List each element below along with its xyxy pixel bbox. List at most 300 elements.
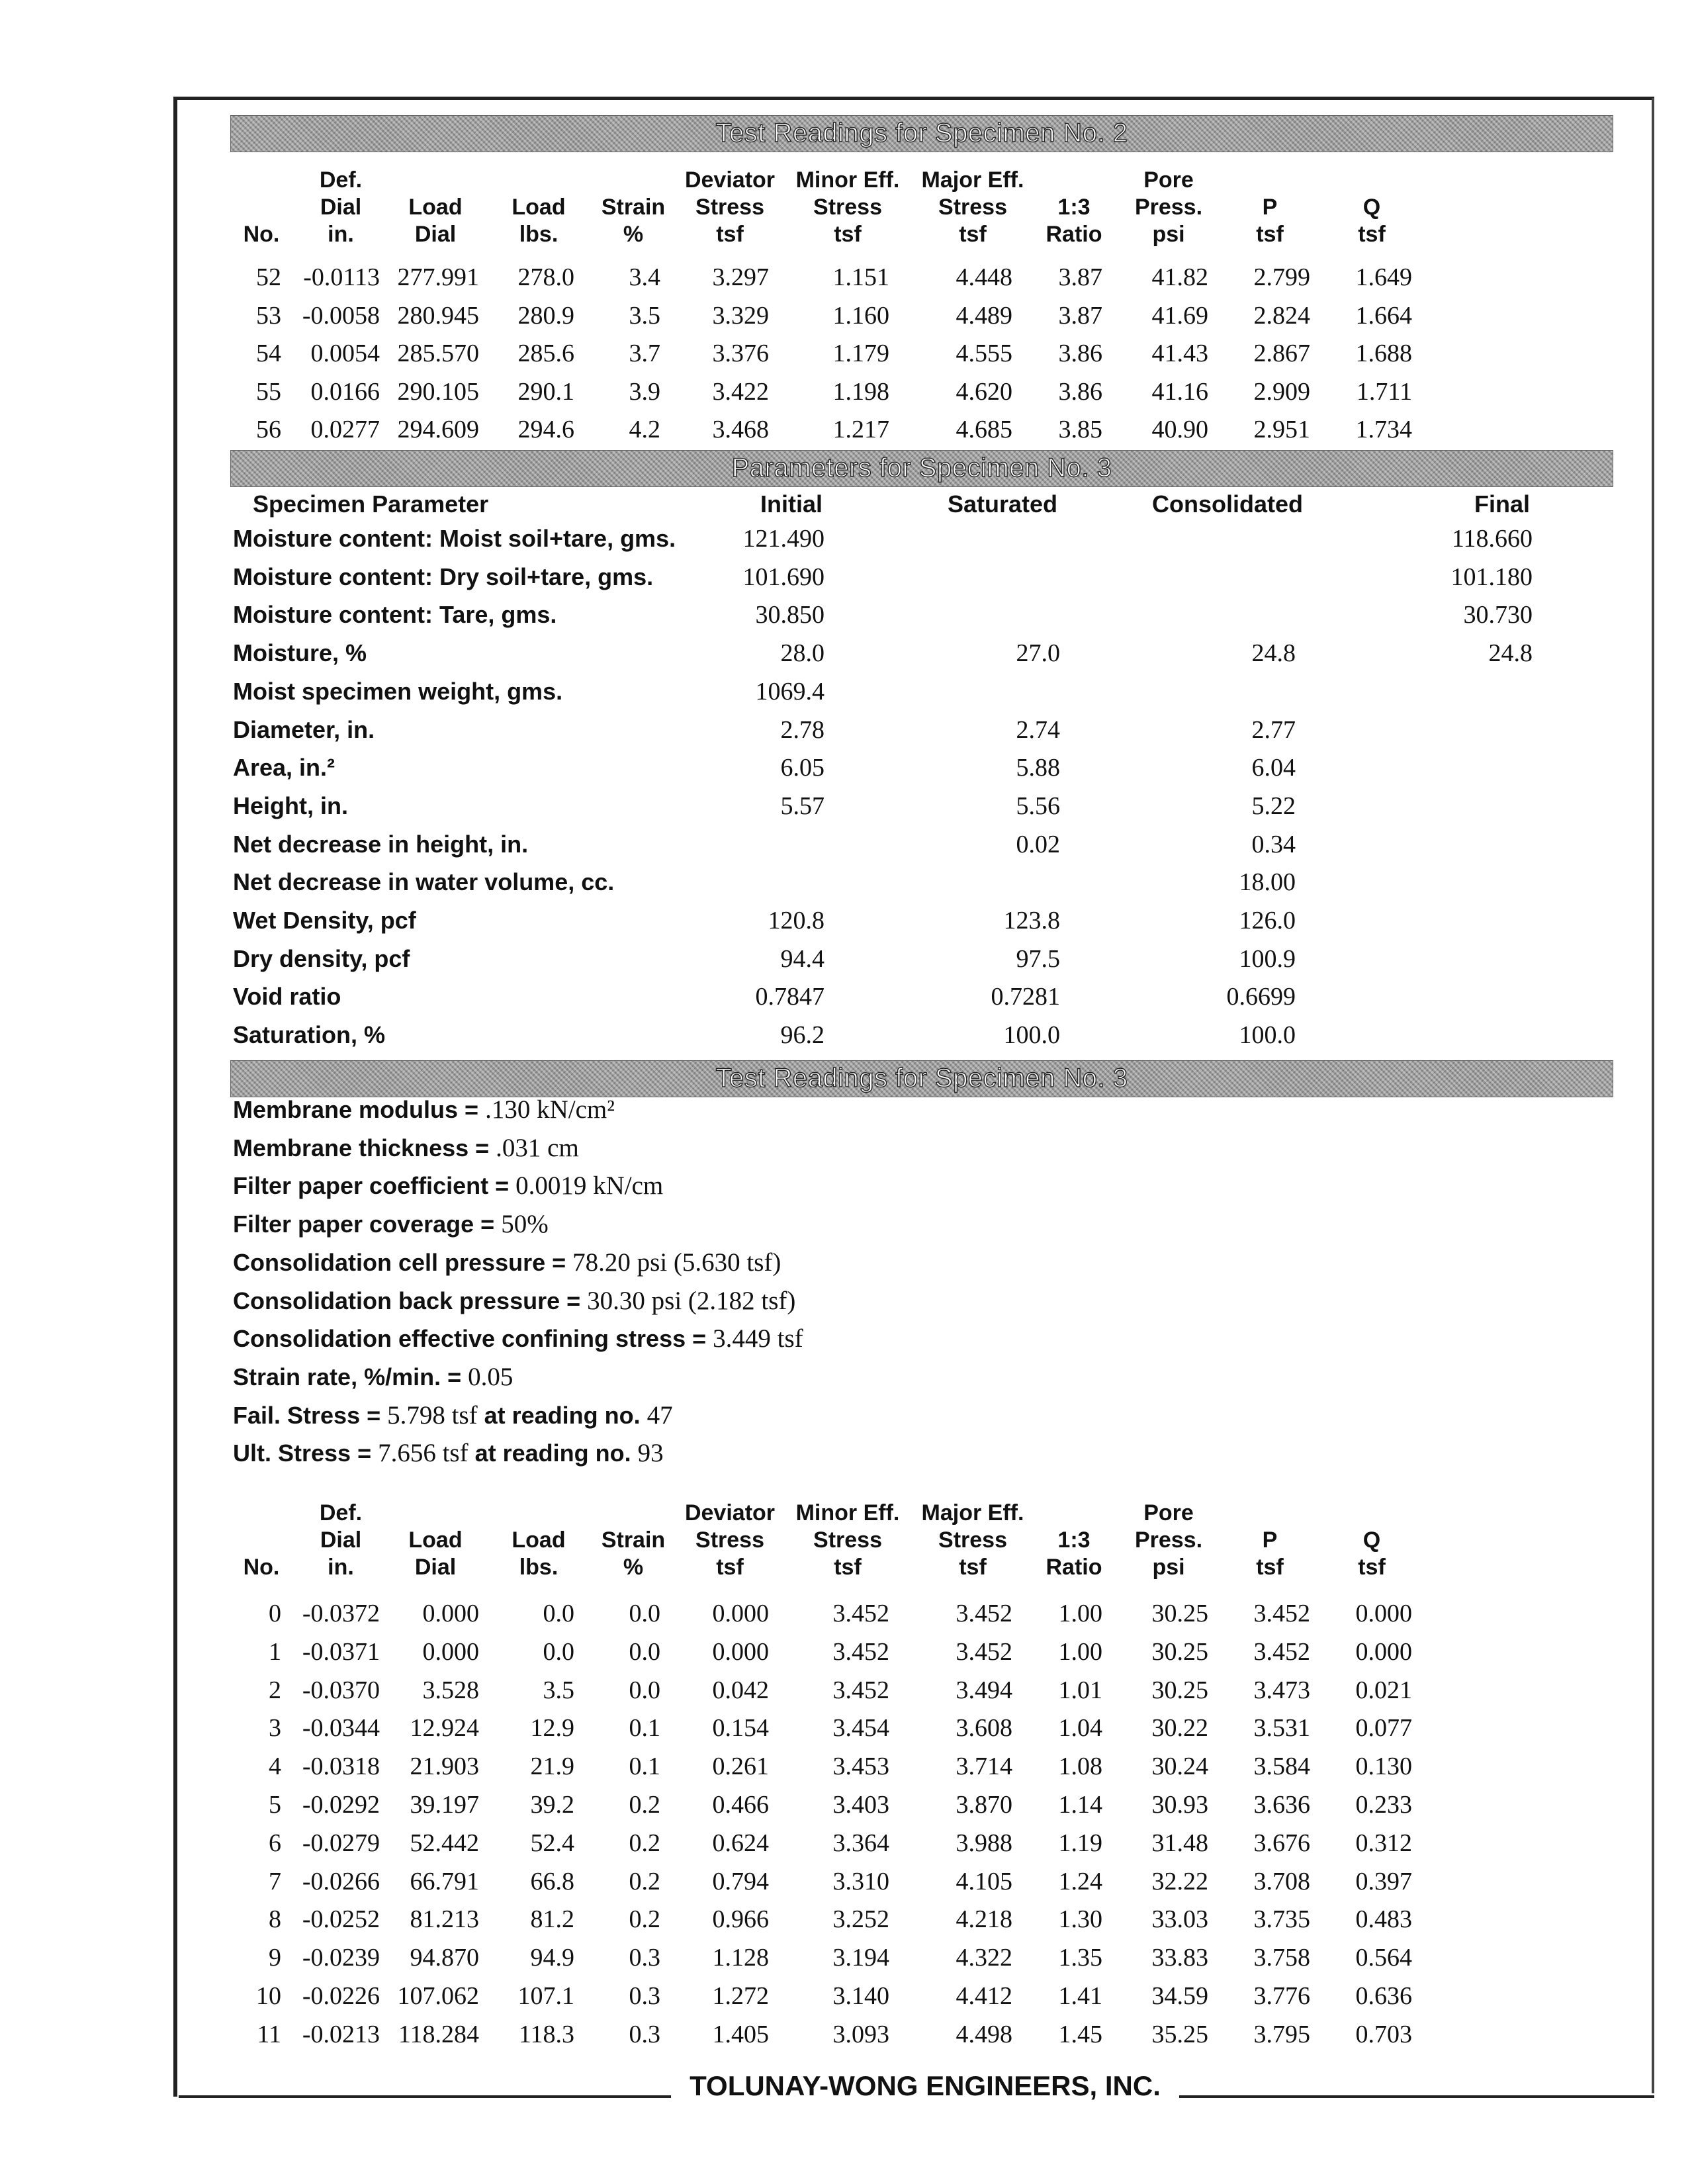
cell-major-eff-stress: 4.489 — [956, 301, 1012, 330]
cell-deviator-stress: 3.297 — [712, 263, 769, 291]
cell-strain: 0.3 — [629, 1944, 660, 1972]
footer-rule-right — [1179, 2095, 1654, 2098]
cell-major-eff-stress: 3.870 — [956, 1791, 1012, 1819]
params-value-final: 101.180 — [1450, 563, 1533, 591]
params-row — [0, 863, 1694, 901]
cell-ratio: 3.85 — [1058, 416, 1102, 443]
table-row — [0, 410, 1694, 449]
col-header-strain: Strain % — [601, 195, 666, 247]
cell-load-lbs: 39.2 — [530, 1791, 574, 1819]
cell-pore-press: 30.24 — [1151, 1752, 1208, 1781]
cell-major-eff-stress: 3.714 — [956, 1752, 1012, 1781]
cell-load-dial: 118.284 — [398, 2020, 479, 2048]
table-row — [0, 1824, 1694, 1862]
cell-load-lbs: 285.6 — [517, 340, 574, 367]
params-value-saturated: 0.02 — [1016, 830, 1060, 858]
cell-no: 2 — [269, 1676, 281, 1704]
params-value-consolidated: 24.8 — [1251, 639, 1296, 668]
col-header-minor-eff-stress: Minor Eff. Stress tsf — [795, 1500, 900, 1580]
cell-ratio: 1.45 — [1058, 2020, 1102, 2048]
test-condition-value: 0.0019 kN/cm — [515, 1171, 664, 1201]
cell-strain: 4.2 — [629, 416, 660, 443]
params-value-initial: 5.57 — [780, 792, 825, 820]
cell-def-dial: -0.0113 — [303, 263, 380, 291]
cell-q: 0.000 — [1355, 1637, 1412, 1666]
test-condition-line — [233, 1282, 795, 1321]
params-value-consolidated: 126.0 — [1239, 907, 1296, 934]
params-row-label: Net decrease in height, in. — [233, 830, 529, 858]
cell-strain: 0.0 — [629, 1600, 660, 1627]
table-row — [0, 1786, 1694, 1824]
cell-load-dial: 39.197 — [410, 1791, 479, 1819]
cell-strain: 0.2 — [629, 1791, 660, 1819]
cell-minor-eff-stress: 3.452 — [832, 1637, 889, 1666]
cell-def-dial: -0.0370 — [302, 1676, 380, 1704]
cell-q: 1.649 — [1355, 263, 1412, 291]
params-col-header-final: Final — [1474, 490, 1530, 518]
cell-load-dial: 52.442 — [410, 1829, 479, 1857]
cell-minor-eff-stress: 3.093 — [832, 2020, 889, 2048]
params-value-saturated: 123.8 — [1003, 907, 1060, 934]
params-row-label: Moist specimen weight, gms. — [233, 677, 563, 705]
cell-no: 9 — [269, 1944, 281, 1972]
params-value-initial: 2.78 — [780, 715, 825, 744]
table-row — [0, 1633, 1694, 1671]
params-row — [0, 520, 1694, 558]
params-row — [0, 825, 1694, 864]
cell-p: 3.636 — [1253, 1791, 1310, 1819]
cell-strain: 0.3 — [629, 1982, 660, 2010]
cell-ratio: 1.00 — [1058, 1600, 1102, 1627]
cell-def-dial: -0.0226 — [302, 1982, 380, 2010]
params-row-label: Void ratio — [233, 983, 341, 1011]
cell-pore-press: 34.59 — [1151, 1982, 1208, 2010]
cell-def-dial: -0.0344 — [302, 1714, 380, 1743]
cell-pore-press: 30.25 — [1151, 1600, 1208, 1627]
cell-major-eff-stress: 4.105 — [956, 1867, 1012, 1895]
cell-strain: 0.1 — [629, 1752, 660, 1781]
cell-strain: 0.0 — [629, 1637, 660, 1666]
params-row-label: Moisture content: Moist soil+tare, gms. — [233, 525, 676, 552]
cell-load-lbs: 94.9 — [530, 1944, 574, 1972]
cell-major-eff-stress: 3.452 — [956, 1637, 1012, 1666]
cell-p: 3.452 — [1253, 1637, 1310, 1666]
cell-load-dial: 285.570 — [397, 340, 479, 367]
cell-deviator-stress: 0.966 — [712, 1905, 769, 1934]
table-row — [0, 1594, 1694, 1633]
table-row — [0, 1862, 1694, 1901]
footer-rule-left — [179, 2095, 671, 2098]
cell-pore-press: 32.22 — [1151, 1867, 1208, 1895]
col-header-load-dial: Load Dial — [408, 195, 463, 247]
cell-deviator-stress: 3.468 — [712, 416, 769, 443]
cell-def-dial: 0.0277 — [310, 416, 380, 443]
cell-def-dial: -0.0279 — [302, 1829, 380, 1857]
cell-strain: 3.4 — [629, 263, 660, 291]
company-footer: TOLUNAY-WONG ENGINEERS, INC. — [690, 2070, 1161, 2101]
col-header-pore-press: Pore Press. psi — [1134, 167, 1203, 247]
cell-strain: 0.2 — [629, 1867, 660, 1895]
cell-deviator-stress: 3.422 — [712, 377, 769, 406]
cell-minor-eff-stress: 1.217 — [832, 416, 889, 443]
col-header-def-dial: Def. Dial in. — [319, 1500, 363, 1580]
section-band-spec2-readings — [230, 115, 1613, 152]
params-value-saturated: 0.7281 — [991, 983, 1060, 1011]
test-condition-value: 30.30 psi (2.182 tsf) — [587, 1286, 796, 1315]
cell-load-lbs: 118.3 — [518, 2020, 574, 2048]
cell-ratio: 1.30 — [1058, 1905, 1102, 1934]
params-value-saturated: 100.0 — [1003, 1021, 1060, 1050]
params-row-label: Dry density, pcf — [233, 944, 410, 972]
col-header-minor-eff-stress: Minor Eff. Stress tsf — [795, 167, 900, 247]
col-header-q: Q tsf — [1358, 195, 1386, 247]
cell-load-lbs: 290.1 — [517, 377, 574, 406]
cell-deviator-stress: 0.466 — [712, 1791, 769, 1819]
cell-load-lbs: 0.0 — [543, 1600, 574, 1627]
cell-p: 3.776 — [1253, 1982, 1310, 2010]
cell-deviator-stress: 1.405 — [712, 2020, 769, 2048]
cell-load-lbs: 107.1 — [517, 1982, 574, 2010]
cell-pore-press: 33.03 — [1151, 1905, 1208, 1934]
cell-pore-press: 31.48 — [1151, 1829, 1208, 1857]
cell-major-eff-stress: 4.448 — [956, 263, 1012, 291]
cell-minor-eff-stress: 3.454 — [832, 1714, 889, 1743]
cell-deviator-stress: 0.000 — [712, 1600, 769, 1627]
reading-number-value: 93 — [637, 1439, 664, 1468]
cell-minor-eff-stress: 1.198 — [832, 377, 889, 406]
cell-deviator-stress: 1.128 — [712, 1944, 769, 1972]
cell-def-dial: 0.0054 — [310, 340, 380, 367]
params-value-consolidated: 5.22 — [1251, 792, 1296, 820]
cell-ratio: 1.01 — [1058, 1676, 1102, 1704]
test-condition-value: 5.798 tsf — [387, 1400, 478, 1430]
cell-def-dial: -0.0318 — [302, 1752, 380, 1781]
params-col-header-consolidated: Consolidated — [1151, 490, 1303, 518]
test-condition-label: Filter paper coefficient = — [233, 1172, 516, 1200]
test-condition-value: 0.05 — [468, 1362, 513, 1391]
params-value-final: 118.660 — [1451, 525, 1533, 553]
cell-ratio: 1.00 — [1058, 1637, 1102, 1666]
cell-q: 0.021 — [1355, 1676, 1412, 1704]
params-value-initial: 6.05 — [780, 754, 825, 782]
cell-pore-press: 41.43 — [1151, 340, 1208, 367]
cell-minor-eff-stress: 3.453 — [832, 1752, 889, 1781]
col-header-deviator-stress: Deviator Stress tsf — [684, 1500, 776, 1580]
cell-load-lbs: 81.2 — [530, 1905, 574, 1934]
table-row — [0, 1900, 1694, 1938]
params-value-initial: 121.490 — [742, 525, 825, 553]
section-title: Test Readings for Specimen No. 2 — [715, 118, 1128, 148]
test-condition-line — [233, 1091, 615, 1130]
params-row — [0, 901, 1694, 940]
cell-deviator-stress: 0.261 — [712, 1752, 769, 1781]
cell-deviator-stress: 0.042 — [712, 1676, 769, 1704]
cell-pore-press: 30.25 — [1151, 1676, 1208, 1704]
cell-deviator-stress: 0.794 — [712, 1867, 769, 1895]
params-row — [0, 1016, 1694, 1054]
cell-p: 3.708 — [1253, 1867, 1310, 1895]
cell-p: 3.452 — [1253, 1600, 1310, 1627]
params-value-initial: 0.7847 — [755, 983, 825, 1011]
cell-deviator-stress: 3.376 — [712, 340, 769, 367]
table-row — [0, 1977, 1694, 2015]
test-condition-label: Strain rate, %/min. = — [233, 1363, 468, 1390]
params-value-initial: 96.2 — [780, 1021, 825, 1050]
cell-strain: 3.7 — [629, 340, 660, 367]
cell-major-eff-stress: 4.685 — [956, 416, 1012, 443]
cell-load-dial: 66.791 — [410, 1867, 479, 1895]
cell-no: 3 — [269, 1714, 281, 1743]
params-row-label: Moisture, % — [233, 639, 367, 667]
section-title: Test Readings for Specimen No. 3 — [715, 1064, 1128, 1093]
cell-q: 0.483 — [1355, 1905, 1412, 1934]
cell-load-dial: 0.000 — [422, 1600, 479, 1627]
params-col-header-saturated: Saturated — [947, 490, 1058, 518]
col-header-load-dial: Load Dial — [408, 1527, 463, 1580]
params-row — [0, 711, 1694, 749]
params-value-initial: 94.4 — [780, 944, 825, 973]
cell-def-dial: -0.0266 — [302, 1867, 380, 1895]
params-value-initial: 30.850 — [755, 601, 825, 629]
test-condition-line — [233, 1244, 781, 1283]
cell-major-eff-stress: 4.498 — [956, 2020, 1012, 2048]
cell-p: 2.951 — [1253, 416, 1310, 443]
table-row — [0, 258, 1694, 296]
cell-major-eff-stress: 3.988 — [956, 1829, 1012, 1857]
cell-q: 0.312 — [1355, 1829, 1412, 1857]
params-row-label: Moisture content: Tare, gms. — [233, 601, 557, 629]
cell-pore-press: 41.16 — [1151, 377, 1208, 406]
cell-pore-press: 35.25 — [1151, 2020, 1208, 2048]
params-value-saturated: 2.74 — [1016, 715, 1060, 744]
cell-q: 0.703 — [1355, 2020, 1412, 2048]
reading-number-label: at reading no. — [477, 1401, 647, 1429]
cell-major-eff-stress: 4.620 — [956, 377, 1012, 406]
cell-minor-eff-stress: 3.252 — [832, 1905, 889, 1934]
cell-p: 2.909 — [1253, 377, 1310, 406]
params-value-initial: 120.8 — [768, 907, 825, 934]
cell-minor-eff-stress: 3.452 — [832, 1676, 889, 1704]
cell-p: 3.676 — [1253, 1829, 1310, 1857]
test-condition-value: .130 kN/cm² — [485, 1095, 615, 1124]
params-col-header-specimen-parameter: Specimen Parameter — [253, 490, 489, 518]
table-row — [0, 296, 1694, 335]
cell-deviator-stress: 0.000 — [712, 1637, 769, 1666]
cell-q: 0.233 — [1355, 1791, 1412, 1819]
table-row — [0, 1938, 1694, 1977]
cell-load-lbs: 3.5 — [543, 1676, 574, 1704]
cell-strain: 0.2 — [629, 1905, 660, 1934]
params-row-label: Net decrease in water volume, cc. — [233, 868, 615, 896]
cell-def-dial: -0.0252 — [302, 1905, 380, 1934]
cell-def-dial: -0.0292 — [302, 1791, 380, 1819]
cell-load-dial: 277.991 — [397, 263, 479, 291]
params-row-label: Height, in. — [233, 792, 348, 819]
cell-no: 10 — [256, 1982, 281, 2010]
test-condition-line — [233, 1129, 579, 1168]
test-condition-line — [233, 1167, 663, 1206]
cell-load-lbs: 66.8 — [530, 1867, 574, 1895]
test-condition-value: 78.20 psi (5.630 tsf) — [572, 1248, 781, 1277]
table-row — [0, 1709, 1694, 1747]
table-row — [0, 1671, 1694, 1709]
cell-major-eff-stress: 3.608 — [956, 1714, 1012, 1743]
cell-pore-press: 30.25 — [1151, 1637, 1208, 1666]
params-value-saturated: 27.0 — [1016, 639, 1060, 668]
col-header-major-eff-stress: Major Eff. Stress tsf — [921, 1500, 1024, 1580]
cell-minor-eff-stress: 3.194 — [832, 1944, 889, 1972]
cell-load-dial: 290.105 — [397, 377, 479, 406]
cell-pore-press: 40.90 — [1151, 416, 1208, 443]
col-header-no: No. — [243, 222, 280, 247]
cell-load-dial: 81.213 — [410, 1905, 479, 1934]
params-value-consolidated: 0.34 — [1251, 830, 1296, 858]
cell-p: 3.584 — [1253, 1752, 1310, 1781]
reading-number-value: 47 — [646, 1400, 673, 1430]
cell-minor-eff-stress: 1.160 — [832, 301, 889, 330]
test-condition-value: 7.656 tsf — [378, 1439, 468, 1468]
params-value-consolidated: 100.0 — [1239, 1021, 1296, 1050]
cell-deviator-stress: 0.154 — [712, 1714, 769, 1743]
test-condition-line — [233, 1205, 549, 1244]
cell-def-dial: -0.0372 — [302, 1600, 380, 1627]
cell-minor-eff-stress: 3.140 — [832, 1982, 889, 2010]
test-condition-value: 50% — [501, 1210, 549, 1239]
params-row — [0, 596, 1694, 634]
cell-no: 55 — [256, 377, 281, 406]
params-row-label: Diameter, in. — [233, 715, 375, 743]
cell-ratio: 1.35 — [1058, 1944, 1102, 1972]
cell-no: 11 — [257, 2020, 281, 2048]
cell-load-dial: 0.000 — [422, 1637, 479, 1666]
test-condition-label: Membrane thickness = — [233, 1134, 496, 1161]
test-condition-value: .031 cm — [496, 1133, 579, 1162]
params-col-header-initial: Initial — [760, 490, 823, 518]
cell-load-lbs: 0.0 — [543, 1637, 574, 1666]
cell-major-eff-stress: 4.555 — [956, 340, 1012, 367]
params-value-initial: 101.690 — [742, 563, 825, 591]
cell-load-lbs: 294.6 — [517, 416, 574, 443]
test-condition-line — [233, 1434, 664, 1473]
params-row — [0, 558, 1694, 596]
table-row — [0, 373, 1694, 411]
cell-strain: 0.1 — [629, 1714, 660, 1743]
test-condition-label: Consolidation effective confining stress = — [233, 1325, 713, 1353]
params-row — [0, 940, 1694, 978]
cell-def-dial: -0.0239 — [302, 1944, 380, 1972]
params-value-initial: 1069.4 — [755, 677, 825, 705]
params-value-consolidated: 2.77 — [1251, 715, 1296, 744]
cell-q: 1.711 — [1356, 377, 1412, 406]
cell-q: 0.564 — [1355, 1944, 1412, 1972]
cell-minor-eff-stress: 3.310 — [832, 1867, 889, 1895]
params-value-saturated: 97.5 — [1016, 944, 1060, 973]
cell-minor-eff-stress: 1.179 — [832, 340, 889, 367]
cell-deviator-stress: 3.329 — [712, 301, 769, 330]
cell-p: 3.735 — [1253, 1905, 1310, 1934]
cell-ratio: 1.41 — [1058, 1982, 1102, 2010]
table-row — [0, 2015, 1694, 2054]
cell-ratio: 3.87 — [1058, 301, 1102, 330]
cell-pore-press: 41.69 — [1151, 301, 1208, 330]
col-header-strain: Strain % — [601, 1527, 666, 1580]
col-header-load-lbs: Load lbs. — [512, 1527, 566, 1580]
cell-p: 3.795 — [1253, 2020, 1310, 2048]
cell-major-eff-stress: 3.452 — [956, 1600, 1012, 1627]
section-title: Parameters for Specimen No. 3 — [731, 453, 1112, 482]
cell-load-lbs: 278.0 — [517, 263, 574, 291]
cell-no: 5 — [269, 1791, 281, 1819]
cell-no: 1 — [269, 1637, 281, 1666]
col-header-ratio: 1:3 Ratio — [1046, 195, 1102, 247]
params-value-initial: 28.0 — [780, 639, 825, 668]
cell-minor-eff-stress: 3.364 — [832, 1829, 889, 1857]
col-header-deviator-stress: Deviator Stress tsf — [684, 167, 776, 247]
test-condition-value: 3.449 tsf — [713, 1324, 803, 1353]
cell-strain: 0.3 — [629, 2020, 660, 2048]
cell-pore-press: 30.93 — [1151, 1791, 1208, 1819]
cell-no: 54 — [256, 340, 281, 367]
cell-strain: 3.5 — [629, 301, 660, 330]
params-value-consolidated: 0.6699 — [1226, 983, 1296, 1011]
cell-strain: 0.2 — [629, 1829, 660, 1857]
cell-no: 7 — [269, 1867, 281, 1895]
cell-major-eff-stress: 4.322 — [956, 1944, 1012, 1972]
reading-number-label: at reading no. — [468, 1439, 638, 1467]
test-condition-label: Consolidation cell pressure = — [233, 1248, 573, 1276]
params-row — [0, 749, 1694, 787]
cell-p: 2.824 — [1253, 301, 1310, 330]
cell-minor-eff-stress: 3.452 — [832, 1600, 889, 1627]
cell-p: 3.758 — [1253, 1944, 1310, 1972]
cell-deviator-stress: 1.272 — [712, 1982, 769, 2010]
cell-pore-press: 41.82 — [1151, 263, 1208, 291]
cell-q: 0.636 — [1355, 1982, 1412, 2010]
cell-def-dial: 0.0166 — [310, 377, 380, 406]
cell-load-dial: 294.609 — [397, 416, 479, 443]
cell-load-lbs: 21.9 — [530, 1752, 574, 1781]
col-header-load-lbs: Load lbs. — [512, 195, 566, 247]
cell-no: 8 — [269, 1905, 281, 1934]
cell-pore-press: 33.83 — [1151, 1944, 1208, 1972]
cell-q: 1.664 — [1355, 301, 1412, 330]
cell-ratio: 1.24 — [1058, 1867, 1102, 1895]
cell-major-eff-stress: 4.218 — [956, 1905, 1012, 1934]
col-header-p: P tsf — [1256, 1527, 1284, 1580]
cell-ratio: 1.04 — [1058, 1714, 1102, 1743]
cell-no: 0 — [269, 1600, 281, 1627]
cell-load-dial: 21.903 — [410, 1752, 479, 1781]
cell-load-lbs: 280.9 — [517, 301, 574, 330]
test-condition-line — [233, 1320, 803, 1359]
params-value-consolidated: 100.9 — [1239, 944, 1296, 973]
cell-load-dial: 280.945 — [397, 301, 479, 330]
cell-load-lbs: 12.9 — [530, 1714, 574, 1743]
cell-p: 2.799 — [1253, 263, 1310, 291]
cell-ratio: 3.86 — [1058, 340, 1102, 367]
cell-q: 1.734 — [1355, 416, 1412, 443]
cell-no: 52 — [256, 263, 281, 291]
params-row-label: Saturation, % — [233, 1021, 386, 1049]
params-row — [0, 672, 1694, 711]
test-condition-label: Fail. Stress = — [233, 1401, 388, 1429]
cell-ratio: 1.14 — [1058, 1791, 1102, 1819]
test-condition-label: Membrane modulus = — [233, 1096, 486, 1123]
test-condition-line — [233, 1358, 513, 1397]
cell-major-eff-stress: 3.494 — [956, 1676, 1012, 1704]
col-header-p: P tsf — [1256, 195, 1284, 247]
cell-load-dial: 107.062 — [397, 1982, 479, 2010]
